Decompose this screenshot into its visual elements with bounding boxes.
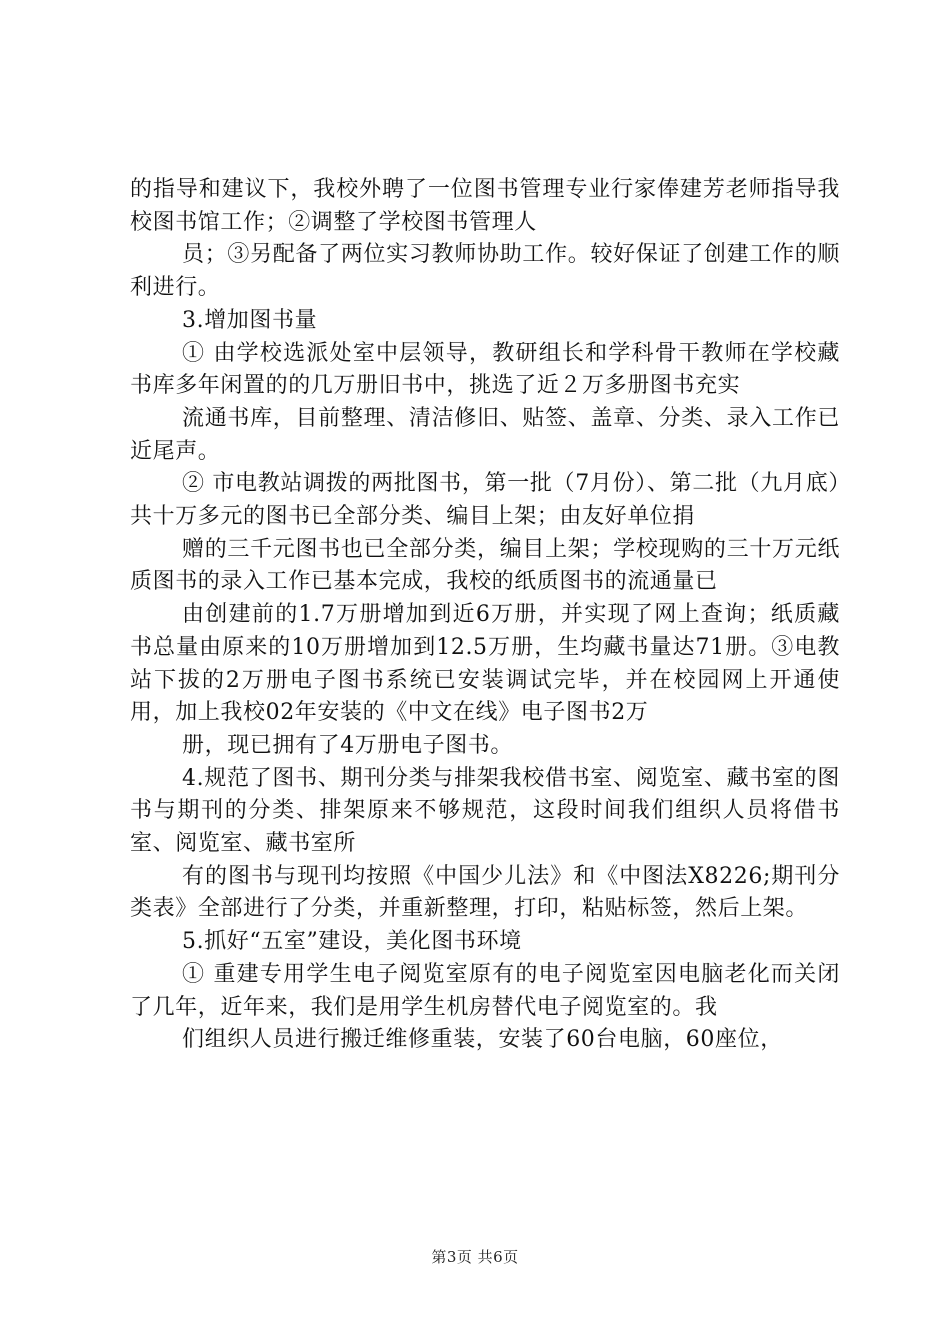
paragraph-9: 册，现已拥有了4万册电子图书。 xyxy=(182,732,513,758)
paragraph-8: 由创建前的1.7万册增加到近6万册，并实现了网上查询；纸质藏书总量由原来的10万册增加到12.5万册，生均藏书量达71册。③电教站下拔的2万册电子图书系统已安装调试完毕，并在校园网上开通使用，加上我校02年安装的《中文在线》电子图书2万 xyxy=(130,602,840,726)
document-body xyxy=(130,174,840,1057)
paragraph-10: 4.规范了图书、期刊分类与排架我校借书室、阅览室、藏书室的图书与期刊的分类、排架原来不够规范，这段时间我们组织人员将借书室、阅览室、藏书室所 xyxy=(130,765,840,857)
paragraph-5: 流通书库，目前整理、清洁修旧、贴签、盖章、分类、录入工作已近尾声。 xyxy=(130,405,840,464)
section-heading-5: 5.抓好“五室”建设，美化图书环境 xyxy=(182,929,522,955)
paragraph-13: ① 重建专用学生电子阅览室原有的电子阅览室因电脑老化而关闭了几年，近年来，我们是用学生机房替代电子阅览室的。我 xyxy=(130,961,840,1020)
paragraph-11: 有的图书与现刊均按照《中国少儿法》和《中图法X8226;期刊分类表》全部进行了分类，并重新整理，打印，粘贴标签，然后上架。 xyxy=(130,863,840,922)
paragraph-1: 的指导和建议下，我校外聘了一位图书管理专业行家俸建芳老师指导我校图书馆工作；②调整了学校图书管理人 xyxy=(130,177,840,235)
paragraph-4: ① 由学校选派处室中层领导，教研组长和学科骨干教师在学校藏书库多年闲置的的几万册旧书中，挑选了近２万多册图书充实 xyxy=(130,340,840,399)
page-footer: 第3页 共6页 xyxy=(431,1248,519,1266)
paragraph-2: 员；③另配备了两位实习教师协助工作。较好保证了创建工作的顺利进行。 xyxy=(130,242,840,301)
paragraph-6: ② 市电教站调拨的两批图书，第一批（7月份）、第二批（九月底）共十万多元的图书已全部分类、编目上架；由友好单位捐 xyxy=(130,471,840,530)
section-heading-3: 3.增加图书量 xyxy=(182,307,318,333)
paragraph-7: 赠的三千元图书也已全部分类，编目上架；学校现购的三十万元纸质图书的录入工作已基本完成，我校的纸质图书的流通量已 xyxy=(130,536,840,595)
paragraph-14: 们组织人员进行搬迁维修重装，安装了60台电脑，60座位， xyxy=(182,1027,783,1053)
